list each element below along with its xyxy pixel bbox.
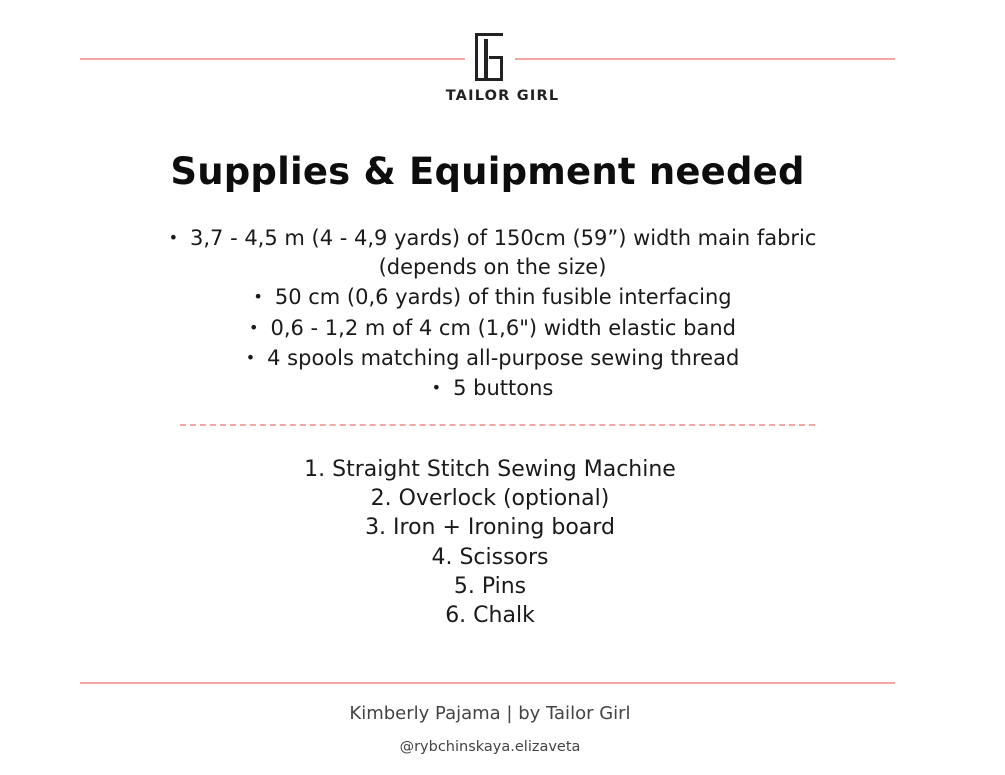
supply-item-text: 3,7 - 4,5 m (4 - 4,9 yards) of 150cm (59”) width main fabric [190, 226, 817, 250]
equipment-item: 6. Chalk [445, 603, 535, 629]
equipment-item: 4. Scissors [431, 544, 549, 570]
equipment-item: 1. Straight Stitch Sewing Machine [304, 457, 676, 482]
footer-credit: Kimberly Pajama | by Tailor Girl [349, 703, 631, 724]
tailor-girl-logo-icon [471, 30, 507, 84]
brand-name: TAILOR GIRL [445, 88, 560, 104]
supply-item-continuation: (depends on the size) [378, 255, 607, 280]
footer-handle: @rybchinskaya.elizaveta [399, 739, 581, 755]
bullet-icon: • [245, 347, 256, 367]
equipment-item: 2. Overlock (optional) [370, 486, 610, 512]
supply-item [0, 373, 985, 403]
equipment-item: 5. Pins [453, 573, 527, 599]
supply-item [0, 223, 985, 253]
section-divider [180, 424, 815, 426]
header-divider-left [80, 58, 465, 60]
supply-item [0, 313, 985, 343]
bullet-icon: • [431, 378, 442, 398]
supply-item [0, 282, 985, 312]
supply-item [0, 343, 985, 373]
supply-item-text: 4 spools matching all-purpose sewing thread [267, 345, 740, 370]
supply-item-text: 0,6 - 1,2 m of 4 cm (1,6") width elastic band [270, 315, 736, 340]
supplies-list [0, 223, 985, 403]
equipment-item: 3. Iron + Ironing board [365, 515, 615, 541]
supply-item-text: 50 cm (0,6 yards) of thin fusible interfacing [274, 285, 732, 310]
bullet-icon: • [253, 287, 263, 307]
equipment-list [0, 455, 980, 630]
bullet-icon: • [168, 228, 178, 247]
page-title: Supplies & Equipment needed [170, 150, 805, 193]
supply-item-text: 5 buttons [453, 376, 554, 401]
bullet-icon: • [249, 317, 259, 337]
header-divider-right [515, 58, 895, 60]
footer-divider [80, 682, 895, 684]
